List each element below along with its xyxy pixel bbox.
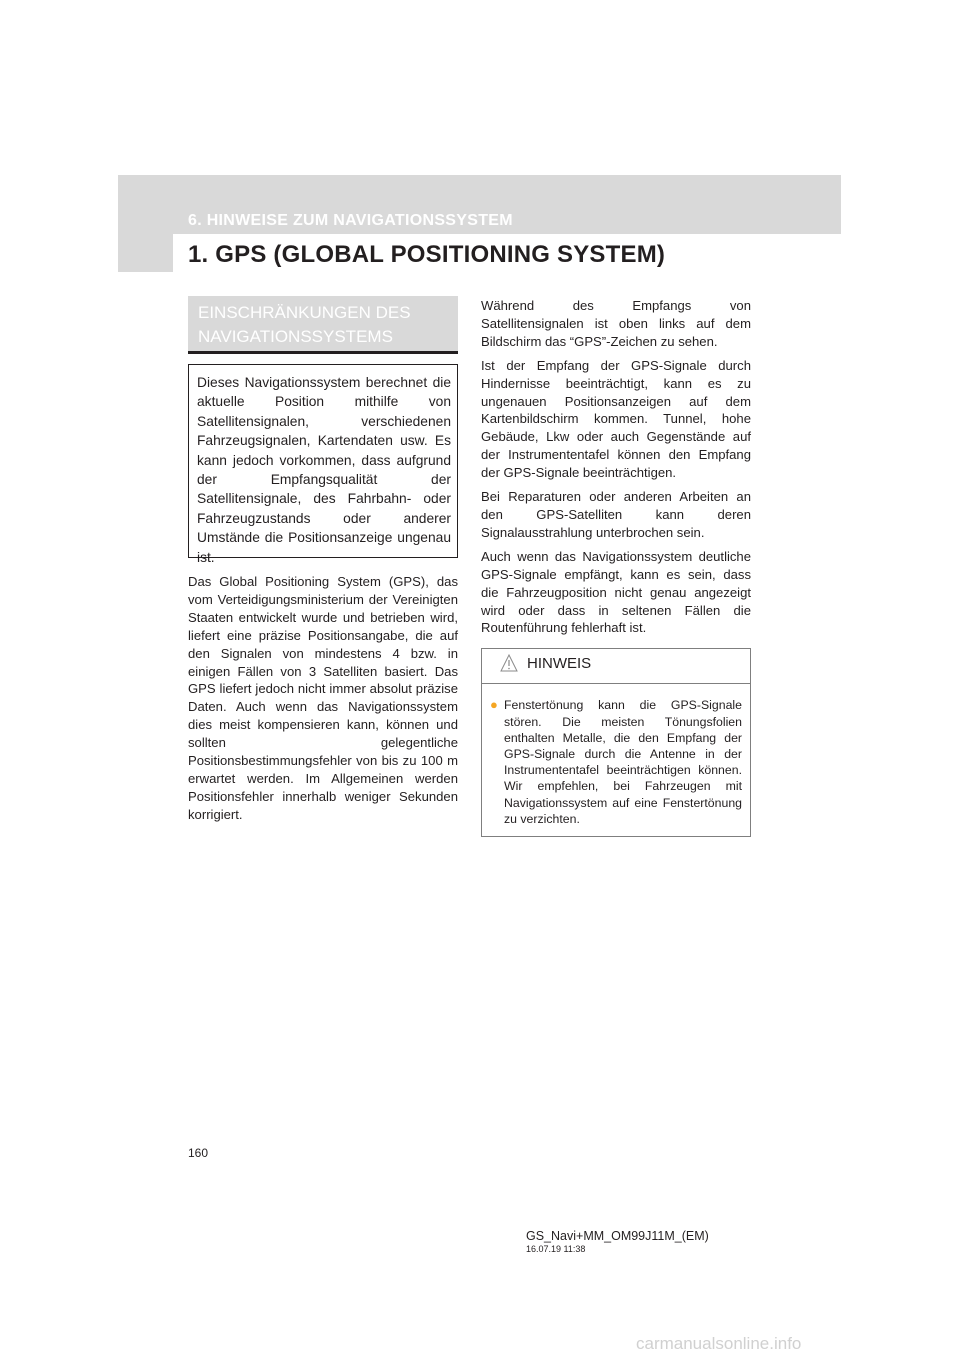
intro-box: Dieses Navigationssystem berechnet die aktuelle Position mithilfe von Satellitensignalen, verschiedenen Fahrzeugsignalen, Kartendaten usw. Es kann jedoch vorkommen, dass aufgrund der Empfangsqualität der Satellitensignale, des Fahrbahn- oder Fahrzeugzustands oder anderer Umstände die Positionsanzeige ungenau ist. [188,364,458,558]
note-body [482,684,750,835]
paragraph-3: Bei Reparaturen oder anderen Arbeiten an den GPS-Satelliten kann deren Signalausstrahlung unterbrochen sein. [481,489,751,540]
note-label: HINWEIS [527,655,592,673]
paragraph-2: Ist der Empfang der GPS-Signale durch Hindernisse beeinträchtigt, kann es zu ungenauen Positionsanzeigen auf dem Kartenbildschirm kommen. Tunnel, hohe Gebäude, Lkw oder auch Gegenstände auf der Instrumententafel können den Empfang der GPS-Signale beeinträchtigen. [481,357,751,481]
paragraph-1: Während des Empfangs von Satellitensignalen ist oben links auf dem Bildschirm das “GPS”-Zeichen zu sehen. [481,298,751,349]
gps-paragraph: Das Global Positioning System (GPS), das vom Verteidigungsministerium der Vereinigten Staaten entwickelt wurde und betrieben wird, liefert eine präzise Positionsangabe, die auf den Signalen von mindestens 4 bzw. in einigen Fällen von 3 Satelliten basiert. Das GPS liefert jedoch nicht immer absolut präzise Daten. Auch wenn das Navigationssystem dies meist kompensieren kann, können und sollten gelegentliche Positionsbestimmungsfehler von bis zu 100 m erwartet werden. Im Allgemeinen werden Positionsfehler innerhalb weniger Sekunden korrigiert. [188,574,458,822]
watermark: carmanualsonline.info [636,1334,802,1353]
section-heading-line1: EINSCHRÄNKUNGEN DES [198,303,411,322]
section-heading-line2: NAVIGATIONSSYSTEMS [198,327,393,346]
bullet-icon: ● [490,697,498,713]
paragraph-4: Auch wenn das Navigationssystem deutliche GPS-Signale empfängt, kann es sein, dass die Fahrzeugposition nicht genau angezeigt wird oder dass in seltenen Fällen die Routenführung fehlerhaft ist. [481,548,751,636]
chapter-title: 6. HINWEISE ZUM NAVIGATIONSSYSTEM [188,212,513,229]
chapter-header [118,175,841,272]
right-column [481,297,751,837]
document-code: GS_Navi+MM_OM99J11M_(EM) [526,1229,709,1243]
section-heading [188,296,458,354]
left-column [188,296,458,830]
note-header [482,649,750,684]
page-title: 1. GPS (GLOBAL POSITIONING SYSTEM) [188,241,666,268]
note-box [481,648,751,837]
page-number: 160 [188,1146,209,1160]
warning-triangle-icon [500,654,518,672]
print-date: 16.07.19 11:38 [526,1244,586,1254]
note-text: Fenstertönung kann die GPS-Signale stören. Die meisten Tönungsfolien enthalten Metalle, die den Empfang der GPS-Signale durch die Antenne in der Instrumententafel beeinträchtigen können. Wir empfehlen, bei Fahrzeugen mit Navigationssystem auf eine Fenstertönung zu verzichten. [504,698,742,826]
